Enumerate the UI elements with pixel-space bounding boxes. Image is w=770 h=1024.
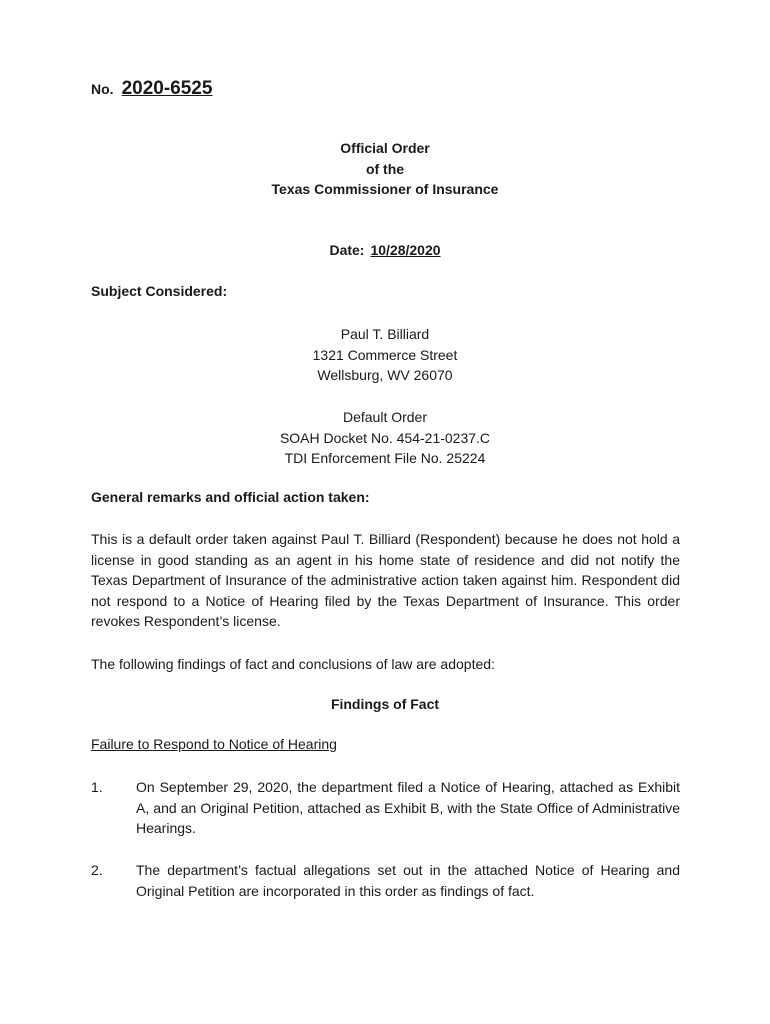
- order-number: [91, 78, 212, 100]
- title-line-3: Texas Commissioner of Insurance: [271, 181, 499, 197]
- soah-docket: SOAH Docket No. 454-21-0237.C: [279, 429, 491, 446]
- subsection-heading: Failure to Respond to Notice of Hearing: [91, 736, 337, 752]
- findings-heading: Findings of Fact: [330, 696, 440, 712]
- address-line-3: Wellsburg, WV 26070: [317, 367, 453, 383]
- finding-text: The department’s factual allegations set out in the attached Notice of Hearing and Original Petition are incorporated in this order as findings of fact.: [136, 862, 680, 899]
- address-line-1: Paul T. Billiard: [340, 326, 430, 342]
- order-date: [0, 242, 770, 258]
- order-number-label: No.: [91, 81, 114, 97]
- finding-item-1: [91, 777, 680, 839]
- remarks-heading: General remarks and official action taken:: [91, 489, 370, 505]
- address-line-2: 1321 Commerce Street: [312, 346, 458, 363]
- order-type: Default Order: [342, 409, 428, 425]
- order-references: [0, 407, 770, 469]
- finding-number: 1.: [91, 779, 103, 795]
- tdi-enforcement-file: TDI Enforcement File No. 25224: [284, 450, 486, 466]
- respondent-address: [0, 324, 770, 386]
- date-value: 10/28/2020: [370, 242, 441, 258]
- adoption-sentence: The following findings of fact and conclusions of law are adopted:: [91, 656, 495, 672]
- remarks-paragraph: This is a default order taken against Paul T. Billiard (Respondent) because he does not hold a license in good standing as an agent in his home state of residence and did not notify the Texas Department of Insurance of the administrative action taken against him. Respondent did not respond to a Notice of Hearing filed by the Texas Department of Insurance. This order revokes Respondent’s license.: [91, 531, 680, 630]
- title-line-1: Official Order: [340, 140, 430, 156]
- finding-item-2: [91, 860, 680, 901]
- title-line-2: of the: [365, 160, 405, 177]
- finding-number: 2.: [91, 862, 103, 878]
- finding-text: On September 29, 2020, the department filed a Notice of Hearing, attached as Exhibit A, and an Original Petition, attached as Exhibit B, with the State Office of Administrative Hearings.: [136, 779, 680, 837]
- order-number-value: 2020-6525: [121, 78, 213, 99]
- date-label: Date:: [329, 242, 365, 258]
- subject-label: Subject Considered:: [91, 283, 228, 299]
- order-title: [0, 138, 770, 200]
